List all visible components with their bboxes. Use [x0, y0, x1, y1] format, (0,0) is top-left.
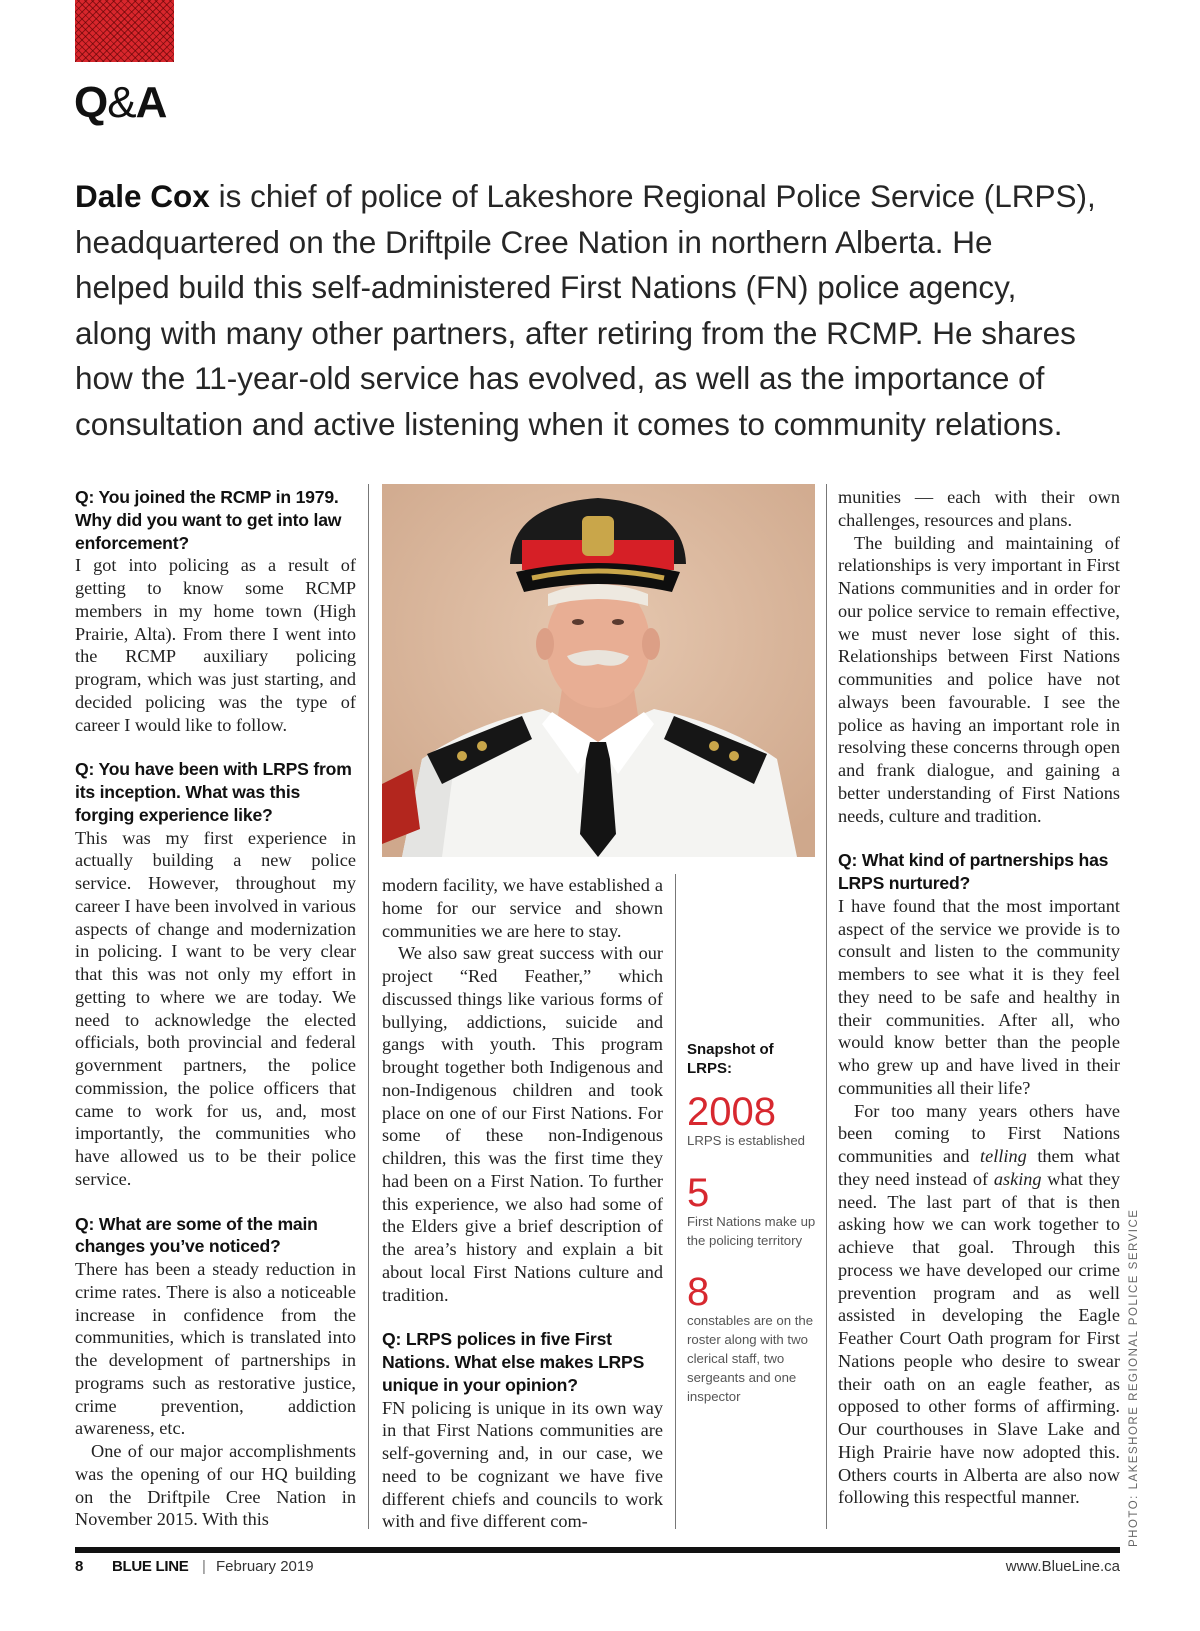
question-heading: Q: You have been with LRPS from its inception. What was this forging experience like?	[75, 759, 352, 825]
answer-paragraph: There has been a steady reduction in crime rates. There is also a noticeable increase in confidence from the communities, which is translated into the development of partnerships in programs such as restorative justice, crime prevention, addiction awareness, etc.	[75, 1259, 356, 1439]
page-footer	[75, 1558, 1120, 1580]
intro-line: how the 11-year-old service has evolved, as well as the importance of	[75, 360, 1045, 396]
answer-paragraph: munities — each with their own challenges, resources and plans.	[838, 487, 1120, 530]
section-color-block	[75, 0, 174, 62]
interviewee-name: Dale Cox	[75, 178, 210, 214]
stat-caption: LRPS is established	[687, 1133, 806, 1148]
question-heading: Q: LRPS polices in five First Nations. What else makes LRPS unique in your opinion?	[382, 1329, 645, 1395]
stat-value: 2008	[687, 1090, 776, 1134]
page-number: 8	[75, 1558, 84, 1575]
photo-credit: PHOTO: LAKESHORE REGIONAL POLICE SERVICE	[1128, 1208, 1140, 1547]
text-run: For too many years others have been coming to First Nations communities and	[838, 1100, 1120, 1166]
answer-paragraph: One of our major accomplishments was the opening of our HQ building on the Driftpile Cree Nation in November 2015. With this	[75, 1441, 356, 1530]
snapshot-sidebar	[687, 1040, 817, 1428]
question-heading: Q: What kind of partnerships has LRPS nurtured?	[838, 850, 1109, 893]
magazine-name: BLUE LINE	[112, 1558, 189, 1575]
title-q: Q	[74, 78, 108, 127]
stat-value: 5	[687, 1170, 710, 1215]
text-run: what they need. The last part of that is then asking how we can work together to achieve that goal. Through this process we have developed our crime prevention program and as well assisted in developing the Eagle Feather Court Oath program for First Nations people who desire to swear their oath on an eagle feather, as opposed to other forms of affirming. Our courthouses in Slave Lake and High Prairie have now adopted this. Others courts in Alberta are also now following this respectful manner.	[838, 1168, 1120, 1508]
emphasis: asking	[993, 1168, 1042, 1189]
column-3	[838, 486, 1120, 1509]
column-divider	[675, 874, 676, 1529]
emphasis: telling	[980, 1146, 1027, 1166]
column-1	[75, 486, 356, 1531]
intro-line	[75, 174, 1165, 220]
footer-rule	[75, 1547, 1120, 1553]
question-heading: Q: What are some of the main changes you’ve noticed?	[75, 1213, 318, 1257]
intro-deck	[75, 174, 1165, 447]
intro-line: consultation and active listening when it comes to community relations.	[75, 405, 1063, 442]
answer-paragraph: This was my first experience in actually building a new police service. However, throughout my career I have been involved in various aspects of change and modernization in policing. I want to be very clear that this was not only my effort in getting to where we are today. We need to acknowledge the elected officials, both provincial and federal government partners, the police commission, the police officers that came to work for us, and, most importantly, the communities who have allowed us to be their police service.	[75, 827, 356, 1189]
stat-caption: constables are on the roster along with two clerical staff, two sergeants and one inspector	[687, 1313, 814, 1404]
column-divider	[826, 484, 827, 1529]
issue-date: February 2019	[216, 1558, 314, 1575]
answer-paragraph: modern facility, we have established a home for our service and shown communities we are here to stay.	[382, 875, 663, 941]
stat-caption: First Nations make up the policing territory	[687, 1213, 816, 1248]
intro-line: headquartered on the Driftpile Cree Nation in northern Alberta. He	[75, 223, 993, 260]
footer-separator: |	[202, 1558, 206, 1575]
section-title	[74, 78, 166, 128]
intro-line: along with many other partners, after retiring from the RCMP. He shares	[75, 314, 1076, 351]
answer-paragraph: We also saw great success with our project “Red Feather,” which discussed things like various forms of bullying, addictions, suicide and gangs with youth. This program brought together both Indigenous and non-Indigenous children and took place on one of our First Nations. For some of these non-Indigenous children, this was the first time they had been on a First Nation. To further this experience, we also had some of the Elders give a brief description of the area’s history and explain a bit about local First Nations culture and tradition.	[382, 943, 663, 1305]
answer-paragraph: The building and maintaining of relationships is very important in First Nations communities and in order for our police service to remain effective, we must never lose sight of this. Relationships between First Nations communities and police have not always been favourable. I see the police as having an important role in resolving these concerns through open and frank dialogue, and gaining a better understanding of First Nations needs, culture and tradition.	[838, 532, 1120, 826]
text-run: them what they need instead of	[838, 1146, 1120, 1189]
intro-line: helped build this self-administered First Nations (FN) police agency,	[75, 269, 1017, 305]
answer-paragraph: FN policing is unique in its own way in that First Nations communities are self-governing and, in our case, we need to be cognizant we have five different chiefs and councils to work with and five different com-	[382, 1397, 663, 1532]
column-divider	[368, 484, 369, 1529]
question-heading: Q: You joined the RCMP in 1979. Why did you want to get into law enforcement?	[75, 487, 342, 553]
answer-paragraph	[838, 1100, 1120, 1510]
website-link[interactable]: www.BlueLine.ca	[1005, 1558, 1120, 1575]
stat-value: 8	[687, 1270, 710, 1315]
sidebar-title: Snapshot of LRPS:	[687, 1041, 774, 1077]
title-a: A	[135, 78, 167, 127]
intro-text: is chief of police of Lakeshore Regional Police Service (LRPS),	[209, 178, 1096, 214]
portrait-photo	[382, 484, 815, 857]
title-amp: &	[107, 78, 136, 127]
column-2	[382, 874, 663, 1533]
answer-paragraph: I have found that the most important aspect of the service we provide is to consult and listen to the community members to see what it is they feel they need to be safe and healthy in their communities. After all, who would know better than the people who grew up and have lived in their communities all their life?	[838, 895, 1120, 1098]
answer-paragraph: I got into policing as a result of getting to know some RCMP members in my home town (High Prairie, Alta). From there I went into the RCMP auxiliary policing program, which was just starting, and decided policing was the type of career I would like to follow.	[75, 555, 356, 735]
